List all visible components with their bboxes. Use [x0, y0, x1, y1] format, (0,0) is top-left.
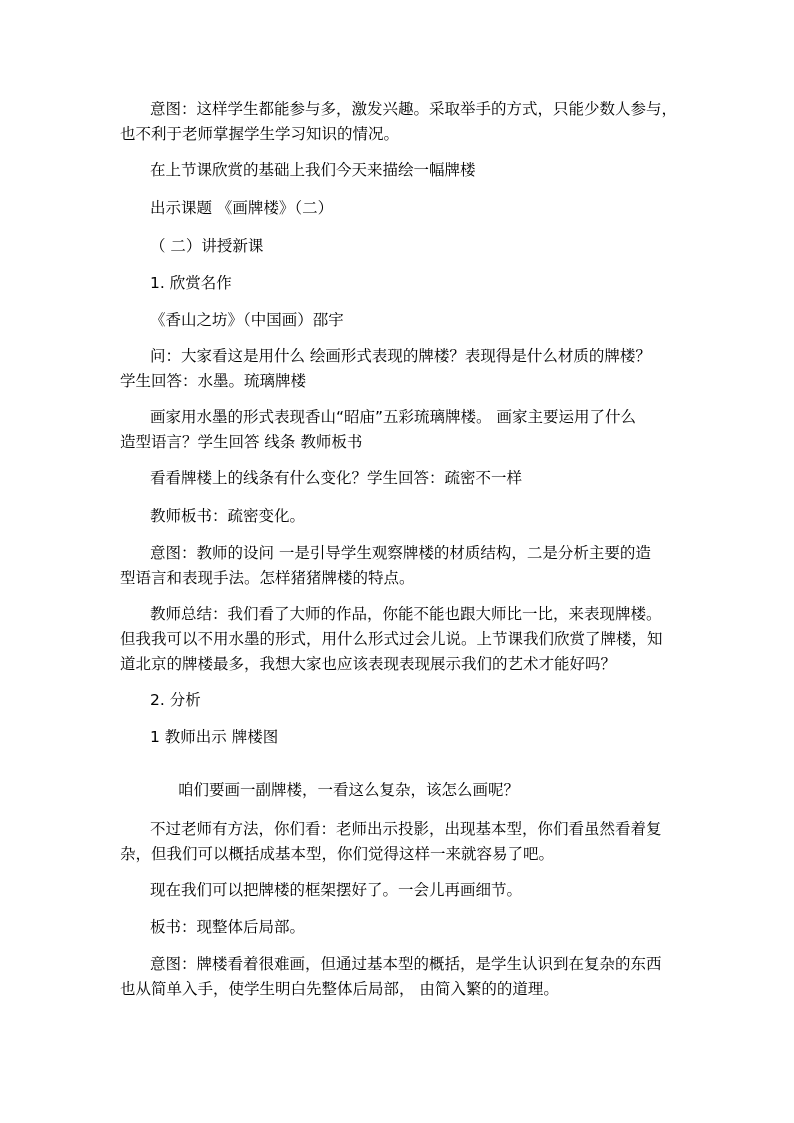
text-line: 教师板书：疏密变化。 — [150, 507, 306, 525]
text-line: 在上节课欣赏的基础上我们今天来描绘一幅牌楼 — [150, 161, 476, 179]
subsection-heading: 2. 分析 — [150, 691, 201, 709]
text-line: 1 教师出示 牌楼图 — [150, 728, 279, 746]
text-line: 型语言和表现手法。怎样猪猪牌楼的特点。 — [120, 569, 415, 587]
text-line: 杂，但我们可以概括成基本型，你们觉得这样一来就容易了吧。 — [120, 845, 555, 863]
text-line: 出示课题 《画牌楼》（二） — [150, 199, 334, 217]
text-line: 意图：牌楼看着很难画，但通过基本型的概括，是学生认识到在复杂的东西 — [150, 955, 662, 973]
text-line: 问：大家看这是用什么 绘画形式表现的牌楼？表现得是什么材质的牌楼？ — [150, 347, 651, 365]
text-line: 学生回答：水墨。琉璃牌楼 — [120, 372, 307, 390]
text-line: 也不利于老师掌握学生学习知识的情况。 — [120, 125, 400, 143]
text-line: 道北京的牌楼最多，我想大家也应该表现表现展示我们的艺术才能好吗？ — [120, 655, 617, 673]
text-line: 看看牌楼上的线条有什么变化？学生回答：疏密不一样 — [150, 469, 523, 487]
section-heading: （ 二）讲授新课 — [150, 237, 264, 255]
text-line: 《香山之坊》（中国画）邵宇 — [150, 311, 344, 329]
text-line: 现在我们可以把牌楼的框架摆好了。一会儿再画细节。 — [150, 881, 523, 899]
text-line: 板书：现整体后局部。 — [150, 918, 306, 936]
subsection-heading: 1. 欣赏名作 — [150, 274, 232, 292]
text-line: 意图：教师的设问 一是引导学生观察牌楼的材质结构，二是分析主要的造 — [150, 544, 651, 562]
text-line: 意图：这样学生都能参与多，激发兴趣。采取举手的方式，只能少数人参与， — [150, 100, 678, 118]
text-line: 咱们要画一副牌楼，一看这么复杂，该怎么画呢？ — [178, 781, 520, 799]
text-line: 也从简单入手，使学生明白先整体后局部， 由简入繁的的道理。 — [120, 980, 559, 998]
text-line: 画家用水墨的形式表现香山“昭庙”五彩琉璃牌楼。 画家主要运用了什么 — [150, 408, 636, 426]
text-line: 但我我可以不用水墨的形式，用什么形式过会儿说。上节课我们欣赏了牌楼，知 — [120, 630, 663, 648]
text-line: 教师总结：我们看了大师的作品，你能不能也跟大师比一比，来表现牌楼。 — [150, 605, 662, 623]
text-line: 造型语言？学生回答 线条 教师板书 — [120, 433, 363, 451]
text-line: 不过老师有方法，你们看：老师出示投影，出现基本型，你们看虽然看着复 — [150, 820, 662, 838]
